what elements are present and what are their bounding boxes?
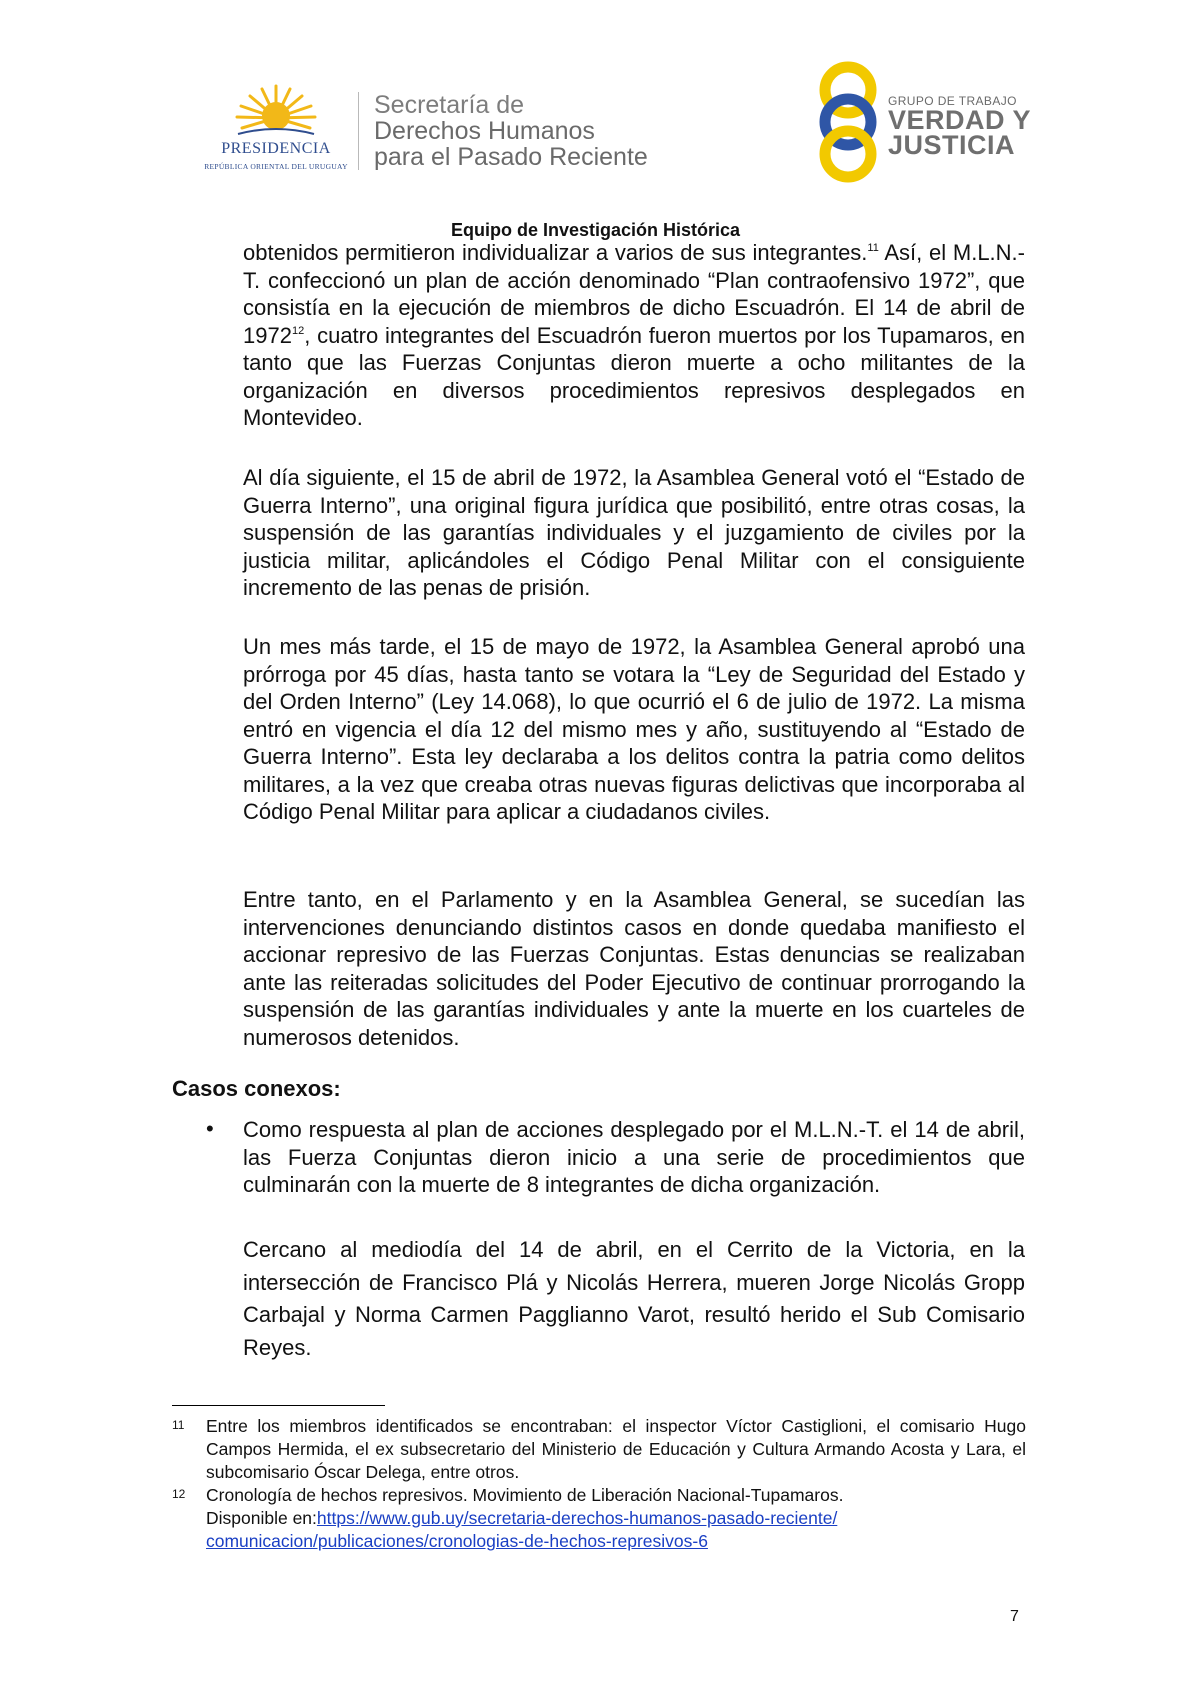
footnote-11-text: Entre los miembros identificados se encontraban: el inspector Víctor Castiglioni, el comisario Hugo Campos Hermida, el ex subsecretario del Ministerio de Educación y Cultura Armando Acosta y Lara, el subcomisario Óscar Delega, entre otros. [206, 1416, 1026, 1482]
footnote-12-link-line-2[interactable]: comunicacion/publicaciones/cronologias-de-hechos-represivos-6 [206, 1531, 708, 1551]
presidencia-subtitle: REPÚBLICA ORIENTAL DEL URUGUAY [204, 162, 348, 171]
page-number: 7 [1010, 1608, 1019, 1625]
footnote-12-prefix: Disponible en: [206, 1508, 317, 1528]
footnote-12-link-line-1[interactable]: https://www.gub.uy/secretaria-derechos-humanos-pasado-reciente/ [316, 1508, 838, 1528]
grupo-line-2: VERDAD Y [888, 105, 1032, 135]
secretaria-logo-text [374, 92, 648, 170]
grupo-line-1: GRUPO DE TRABAJO [888, 94, 1017, 108]
footnote-11-number: 11 [172, 1418, 185, 1432]
section-heading: Equipo de Investigación Histórica [450, 220, 741, 240]
bullet-item-text: Como respuesta al plan de acciones desplegado por el M.L.N.-T. el 14 de abril, las Fuerza Conjuntas dieron inicio a una serie de procedimientos que culminarán con la muerte de 8 integrantes de dicha organización. [243, 1117, 1025, 1197]
bullet-icon: • [206, 1116, 214, 1141]
footnote-ref-12[interactable]: 12 [291, 324, 305, 337]
bullet-item-continuation: Cercano al mediodía del 14 de abril, en el Cerrito de la Victoria, en la intersección de Francisco Plá y Nicolás Herrera, mueren Jorge Nicolás Gropp Carbajal y Norma Carmen Pagglianno Varot, resultó herido el Sub Comisario Reyes. [243, 1237, 1025, 1360]
footnote-12-number: 12 [172, 1487, 186, 1501]
secretaria-line-2: Derechos Humanos [374, 117, 595, 145]
secretaria-line-1: Secretaría de [374, 91, 525, 119]
presidencia-logo [196, 84, 356, 180]
secretaria-line-3: para el Pasado Reciente [374, 143, 648, 171]
casos-conexos-heading: Casos conexos: [172, 1076, 341, 1101]
paragraph-1-part-a: obtenidos permitieron individualizar a varios de sus integrantes. [243, 240, 868, 265]
header-divider [358, 92, 359, 170]
footnote-separator [172, 1405, 385, 1406]
paragraph-1-part-c: , cuatro integrantes del Escuadrón fueron muertos por los Tupamaros, en tanto que las Fuerzas Conjuntas dieron muerte a ocho militantes de la organización en diversos procedimientos represivos desplegados en Montevideo. [243, 322, 1025, 430]
paragraph-1-part-b: Así, el M.L.N.-T. confeccionó un plan de acción denominado “Plan contraofensivo 1972”, que consistía en la ejecución de miembros de dicho Escuadrón. El 14 de abril de 1972 [243, 240, 1025, 348]
linked-rings-icon [808, 60, 888, 185]
presidencia-name: PRESIDENCIA [221, 140, 331, 157]
grupo-trabajo-logo [808, 60, 1032, 190]
paragraph-2: Al día siguiente, el 15 de abril de 1972, la Asamblea General votó el “Estado de Guerra Interno”, una original figura jurídica que posibilitó, entre otras cosas, la suspensión de las garantías individuales y el juzgamiento de civiles por la justicia militar, aplicándoles el Código Penal Militar con el consiguiente incremento de las penas de prisión. [243, 465, 1025, 600]
footnote-ref-11[interactable]: 11 [867, 242, 879, 254]
paragraph-4: Entre tanto, en el Parlamento y en la Asamblea General, se sucedían las intervenciones denunciando distintos casos en donde quedaba manifiesto el accionar represivo de las Fuerzas Conjuntas. Estas denuncias se realizaban ante las reiteradas solicitudes del Poder Ejecutivo de continuar prorrogando la suspensión de las garantías individuales y ante la muerte en los cuarteles de numerosos detenidos. [243, 887, 1025, 1050]
footnote-12-line-1: Cronología de hechos represivos. Movimiento de Liberación Nacional-Tupamaros. [206, 1485, 844, 1505]
footnote-12-text [206, 1484, 1026, 1553]
paragraph-3: Un mes más tarde, el 15 de mayo de 1972, la Asamblea General aprobó una prórroga por 45 días, hasta tanto se votara la “Ley de Seguridad del Estado y del Orden Interno” (Ley 14.068), lo que ocurrió el 6 de julio de 1972. La misma entró en vigencia el día 12 del mismo mes y año, sustituyendo al “Estado de Guerra Interno”. Esta ley declaraba a los delitos contra la patria como delitos militares, a la vez que creaba otras nuevas figuras delictivas que incorporaba al Código Penal Militar para aplicar a ciudadanos civiles. [243, 634, 1025, 824]
paragraph-1 [243, 239, 1025, 432]
sun-icon [234, 84, 318, 142]
grupo-line-3: JUSTICIA [888, 130, 1016, 160]
page-header [0, 0, 1191, 205]
